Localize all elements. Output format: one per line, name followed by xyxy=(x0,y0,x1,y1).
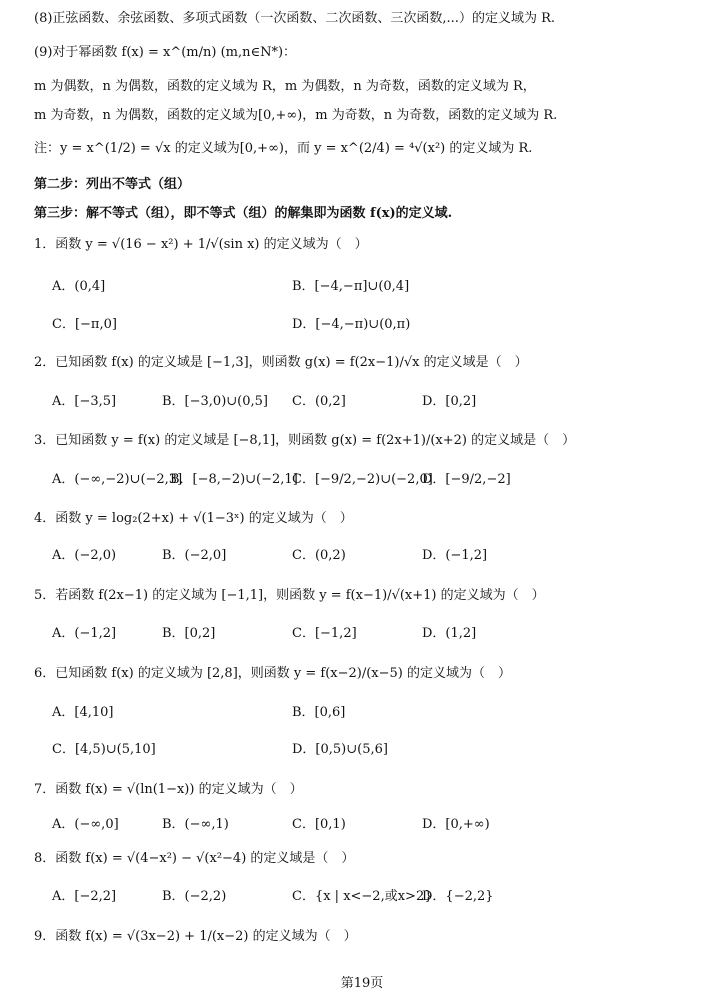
q8-option-d[interactable]: D．{−2,2} xyxy=(422,889,494,904)
step-3: 第三步：解不等式（组），即不等式（组）的解集即为函数 f(x)的定义域. xyxy=(34,206,453,221)
question-6: 6．已知函数 f(x) 的定义域为 [2,8]，则函数 y = f(x−2)/(x−5) 的定义域为（ ） xyxy=(34,666,512,681)
q1-option-a[interactable]: A．(0,4] xyxy=(52,279,106,294)
q1-option-d[interactable]: D．[−4,−π)∪(0,π) xyxy=(292,317,411,332)
q8-option-c[interactable]: C．{x | x<−2,或x>2} xyxy=(292,889,433,904)
note-8: (8)正弦函数、余弦函数、多项式函数（一次函数、二次函数、三次函数,...）的定义域为 R. xyxy=(34,11,555,26)
q2-option-d[interactable]: D．[0,2] xyxy=(422,394,477,409)
q2-option-c[interactable]: C．(0,2] xyxy=(292,394,346,409)
q8-option-a[interactable]: A．[−2,2] xyxy=(52,889,117,904)
question-3: 3．已知函数 y = f(x) 的定义域是 [−8,1]，则函数 g(x) = f(2x+1)/(x+2) 的定义域是（ ） xyxy=(34,433,576,448)
question-1: 1．函数 y = √(16 − x²) + 1/√(sin x) 的定义域为（ ） xyxy=(34,237,368,252)
q7-option-b[interactable]: B．(−∞,1) xyxy=(162,817,229,832)
q4-option-c[interactable]: C．(0,2) xyxy=(292,548,346,563)
q6-option-b[interactable]: B．[0,6] xyxy=(292,705,346,720)
q8-option-b[interactable]: B．(−2,2) xyxy=(162,889,227,904)
q1-option-b[interactable]: B．[−4,−π]∪(0,4] xyxy=(292,279,410,294)
question-5: 5．若函数 f(2x−1) 的定义域为 [−1,1]，则函数 y = f(x−1)/√(x+1) 的定义域为（ ） xyxy=(34,588,545,603)
question-2: 2．已知函数 f(x) 的定义域是 [−1,3]，则函数 g(x) = f(2x−1)/√x 的定义域是（ ） xyxy=(34,355,528,370)
note-remark: 注：y = x^(1/2) = √x 的定义域为[0,+∞)，而 y = x^(2/4) = ⁴√(x²) 的定义域为 R. xyxy=(34,141,533,156)
note-9a: m 为偶数，n 为偶数，函数的定义域为 R，m 为偶数，n 为奇数，函数的定义域为 R， xyxy=(34,79,536,94)
q6-option-d[interactable]: D．[0,5)∪(5,6] xyxy=(292,742,388,757)
note-9: (9)对于幂函数 f(x) = x^(m/n) (m,n∈N*)： xyxy=(34,45,297,60)
question-9: 9．函数 f(x) = √(3x−2) + 1/(x−2) 的定义域为（ ） xyxy=(34,929,357,944)
q5-option-c[interactable]: C．[−1,2] xyxy=(292,626,357,641)
q3-option-d[interactable]: D．[−9/2,−2] xyxy=(422,472,511,487)
q7-option-c[interactable]: C．[0,1) xyxy=(292,817,346,832)
q7-option-a[interactable]: A．(−∞,0] xyxy=(52,817,119,832)
q4-option-b[interactable]: B．(−2,0] xyxy=(162,548,227,563)
q6-option-a[interactable]: A．[4,10] xyxy=(52,705,114,720)
q5-option-a[interactable]: A．(−1,2] xyxy=(52,626,117,641)
q3-option-c[interactable]: C．[−9/2,−2)∪(−2,0] xyxy=(292,472,433,487)
question-4: 4．函数 y = log₂(2+x) + √(1−3ˣ) 的定义域为（ ） xyxy=(34,511,353,526)
q7-option-d[interactable]: D．[0,+∞) xyxy=(422,817,490,832)
question-8: 8．函数 f(x) = √(4−x²) − √(x²−4) 的定义域是（ ） xyxy=(34,851,355,866)
q5-option-b[interactable]: B．[0,2] xyxy=(162,626,216,641)
note-9b: m 为奇数，n 为偶数，函数的定义域为[0,+∞)，m 为奇数，n 为奇数，函数的定义域为 R. xyxy=(34,108,558,123)
q4-option-d[interactable]: D．(−1,2] xyxy=(422,548,488,563)
q4-option-a[interactable]: A．(−2,0) xyxy=(52,548,117,563)
q5-option-d[interactable]: D．(1,2] xyxy=(422,626,477,641)
q6-option-c[interactable]: C．[4,5)∪(5,10] xyxy=(52,742,156,757)
q3-option-a[interactable]: A．(−∞,−2)∪(−2,3] xyxy=(52,472,183,487)
q1-option-c[interactable]: C．[−π,0] xyxy=(52,317,117,332)
q2-option-a[interactable]: A．[−3,5] xyxy=(52,394,117,409)
q3-option-b[interactable]: B．[−8,−2)∪(−2,1] xyxy=(170,472,298,487)
step-2: 第二步：列出不等式（组） xyxy=(34,177,191,192)
page-number: 第19页 xyxy=(340,976,384,991)
question-7: 7．函数 f(x) = √(ln(1−x)) 的定义域为（ ） xyxy=(34,782,303,797)
q2-option-b[interactable]: B．[−3,0)∪(0,5] xyxy=(162,394,268,409)
